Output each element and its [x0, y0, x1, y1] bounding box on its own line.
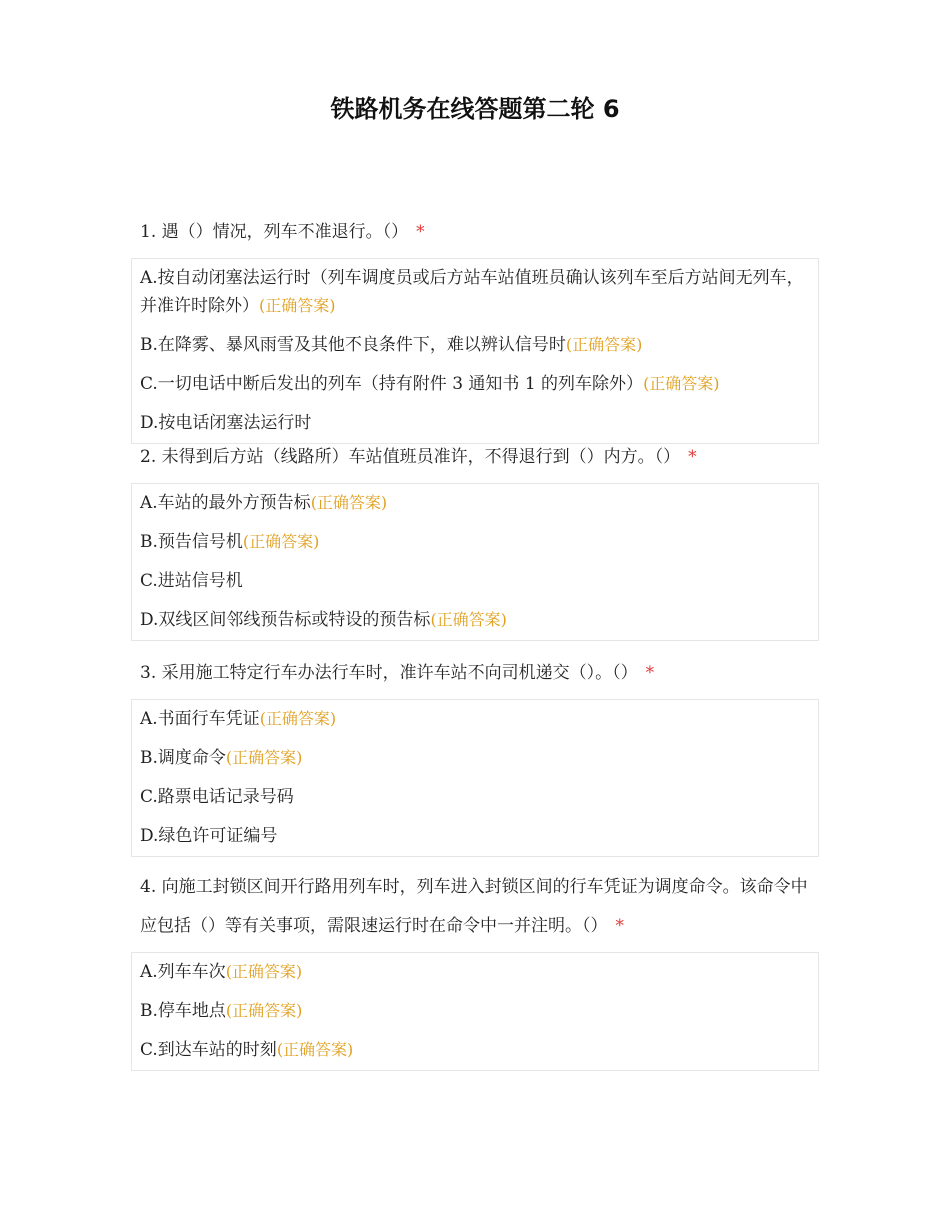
question-text	[131, 213, 819, 252]
question-text	[131, 438, 819, 477]
correct-answer-label: (正确答案)	[259, 709, 337, 728]
required-mark: *	[416, 222, 425, 242]
question-label: 2. 未得到后方站（线路所）车站值班员准许，不得退行到（）内方。（）	[140, 447, 681, 467]
correct-answer-label: (正确答案)	[225, 748, 303, 767]
correct-answer-label: (正确答案)	[276, 1040, 354, 1059]
option-d[interactable]	[140, 601, 810, 640]
option-a[interactable]	[140, 259, 810, 326]
option-c[interactable]	[140, 1031, 810, 1070]
option-list	[131, 952, 819, 1071]
question-4	[131, 868, 819, 1071]
option-c[interactable]	[140, 365, 810, 404]
question-3	[131, 654, 819, 857]
option-text: B.预告信号机	[140, 532, 243, 552]
option-text: A.按自动闭塞法运行时（列车调度员或后方站车站值班员确认该列车至后方站间无列车，并准许时除外）	[140, 268, 804, 316]
correct-answer-label: (正确答案)	[225, 1001, 303, 1020]
question-text	[131, 654, 819, 693]
correct-answer-label: (正确答案)	[225, 962, 303, 981]
option-text: D.双线区间邻线预告标或特设的预告标	[140, 610, 431, 630]
option-text: C.到达车站的时刻	[140, 1040, 277, 1060]
option-text: B.在降雾、暴风雨雪及其他不良条件下，难以辨认信号时	[140, 335, 566, 355]
required-mark: *	[645, 663, 655, 683]
option-a[interactable]	[140, 484, 810, 523]
option-text: B.停车地点	[140, 1001, 226, 1021]
correct-answer-label: (正确答案)	[565, 335, 643, 354]
option-text: A.列车车次	[140, 962, 226, 982]
question-label: 4. 向施工封锁区间开行路用列车时，列车进入封锁区间的行车凭证为调度命令。该命令中应包括（）等有关事项，需限速运行时在命令中一并注明。（）	[140, 877, 808, 936]
page-title: 铁路机务在线答题第二轮 6	[330, 95, 620, 123]
option-b[interactable]	[140, 326, 810, 365]
option-d[interactable]	[140, 817, 810, 856]
option-text: A.书面行车凭证	[140, 709, 260, 729]
option-b[interactable]	[140, 739, 810, 778]
option-text: B.调度命令	[140, 748, 226, 768]
option-list	[131, 699, 819, 857]
required-mark: *	[615, 916, 624, 936]
option-a[interactable]	[140, 953, 810, 992]
correct-answer-label: (正确答案)	[242, 532, 320, 551]
option-c[interactable]	[140, 778, 810, 817]
option-c[interactable]	[140, 562, 810, 601]
option-a[interactable]	[140, 700, 810, 739]
option-list	[131, 483, 819, 641]
correct-answer-label: (正确答案)	[430, 610, 507, 629]
option-b[interactable]	[140, 992, 810, 1031]
option-text: C.路票电话记录号码	[140, 787, 294, 807]
option-text: C.一切电话中断后发出的列车（持有附件 3 通知书 1 的列车除外）	[140, 374, 644, 394]
option-text: A.车站的最外方预告标	[140, 493, 311, 513]
correct-answer-label: (正确答案)	[310, 493, 388, 512]
required-mark: *	[688, 447, 697, 467]
correct-answer-label: (正确答案)	[259, 296, 336, 315]
option-list	[131, 258, 819, 444]
question-text	[131, 868, 819, 946]
option-text: C.进站信号机	[140, 571, 243, 591]
option-text: D.按电话闭塞法运行时	[140, 413, 312, 433]
option-b[interactable]	[140, 523, 810, 562]
question-label: 1. 遇（）情况，列车不准退行。（）	[140, 222, 409, 242]
question-1	[131, 213, 819, 444]
question-2	[131, 438, 819, 641]
option-text: D.绿色许可证编号	[140, 826, 278, 846]
correct-answer-label: (正确答案)	[643, 374, 720, 393]
question-label: 3. 采用施工特定行车办法行车时，准许车站不向司机递交（）。（）	[140, 663, 638, 683]
